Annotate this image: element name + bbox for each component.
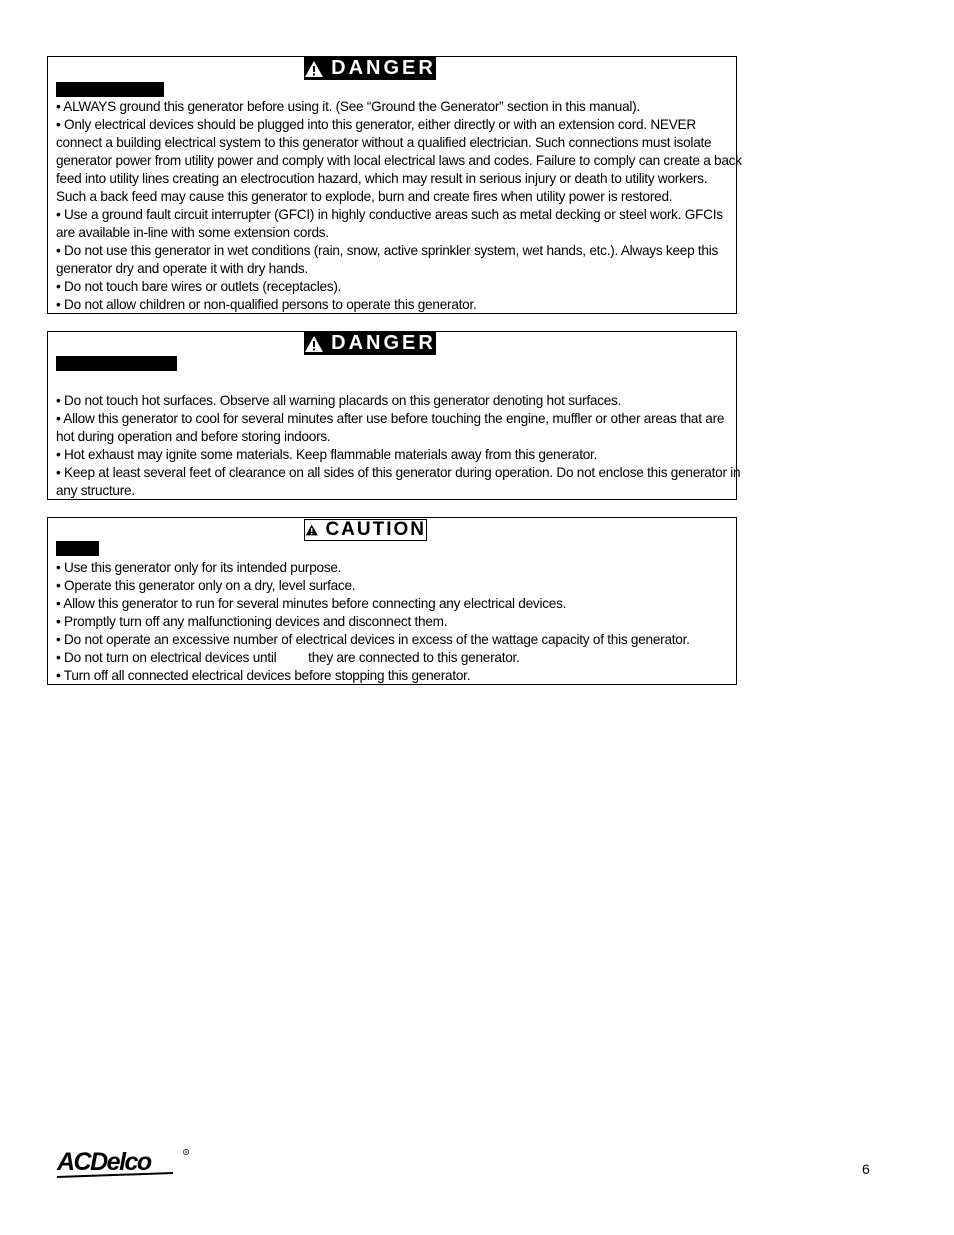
text-line: • Allow this generator to cool for several minutes after use before touching the engine, muffler or other areas that are	[56, 411, 725, 426]
redacted-heading-bar	[56, 541, 99, 556]
text-line: • Do not use this generator in wet conditions (rain, snow, active sprinkler system, wet hands, etc.). Always keep this	[56, 243, 719, 258]
danger-badge-label: DANGER	[331, 332, 436, 354]
caution-box	[47, 517, 737, 685]
danger-hot-surfaces-text	[56, 392, 741, 500]
text-line: • Operate this generator only on a dry, level surface.	[56, 578, 356, 593]
text-line: feed into utility lines creating an electrocution hazard, which may result in serious injury or death to utility workers.	[56, 171, 708, 186]
text-line: connect a building electrical system to this generator without a qualified electrician. Such connections must isolate	[56, 135, 712, 150]
text-line: • Do not touch bare wires or outlets (receptacles).	[56, 279, 342, 294]
danger-badge	[304, 332, 436, 355]
text-line: are available in-line with some extension cords.	[56, 225, 329, 240]
text-line: generator dry and operate it with dry hands.	[56, 261, 308, 276]
danger-electrical-text	[56, 98, 742, 314]
redacted-heading-bar	[56, 356, 177, 371]
danger-box-hot-surfaces	[47, 331, 741, 500]
text-line: • Use a ground fault circuit interrupter (GFCI) in highly conductive areas such as metal decking or steel work. GFCIs	[56, 207, 723, 222]
text-line: • Allow this generator to run for several minutes before connecting any electrical devices.	[56, 596, 567, 611]
acdelco-logo	[55, 1145, 191, 1179]
danger-badge	[304, 57, 436, 80]
text-line: • Keep at least several feet of clearance on all sides of this generator during operation. Do not enclose this generator in	[56, 465, 741, 480]
text-line: • Do not turn on electrical devices until they are connected to this generator.	[56, 650, 520, 665]
text-line: Such a back feed may cause this generator to explode, burn and create fires when utility power is restored.	[56, 189, 673, 204]
svg-text:R: R	[184, 1149, 188, 1155]
warning-triangle-icon	[304, 60, 324, 78]
warning-triangle-icon	[305, 521, 318, 539]
page-number: 6	[862, 1161, 870, 1177]
text-line: • Hot exhaust may ignite some materials. Keep flammable materials away from this generator.	[56, 447, 598, 462]
redacted-heading-bar	[56, 82, 164, 97]
text-line: • Do not allow children or non-qualified persons to operate this generator.	[56, 297, 477, 312]
text-line: • Use this generator only for its intended purpose.	[56, 560, 342, 575]
text-line: • Turn off all connected electrical devices before stopping this generator.	[56, 668, 471, 683]
text-line: • Only electrical devices should be plugged into this generator, either directly or with an extension cord. NEVER	[56, 117, 696, 132]
warning-triangle-icon	[304, 335, 324, 353]
text-line: • Do not operate an excessive number of electrical devices in excess of the wattage capacity of this generator.	[56, 632, 690, 647]
caution-badge-label: CAUTION	[325, 519, 426, 540]
caution-badge	[304, 519, 427, 541]
text-line: • Do not touch hot surfaces. Observe all warning placards on this generator denoting hot surfaces.	[56, 393, 622, 408]
text-line: any structure.	[56, 483, 135, 498]
text-line: generator power from utility power and comply with local electrical laws and codes. Failure to comply can create a back	[56, 153, 742, 168]
danger-badge-label: DANGER	[331, 57, 436, 79]
text-line: • ALWAYS ground this generator before using it. (See “Ground the Generator” section in this manual).	[56, 99, 640, 114]
logo-wordmark: ACDelco	[57, 1148, 151, 1176]
text-line: • Promptly turn off any malfunctioning devices and disconnect them.	[56, 614, 448, 629]
text-line: hot during operation and before storing indoors.	[56, 429, 331, 444]
caution-text	[56, 559, 730, 685]
danger-box-electrical	[47, 56, 742, 314]
